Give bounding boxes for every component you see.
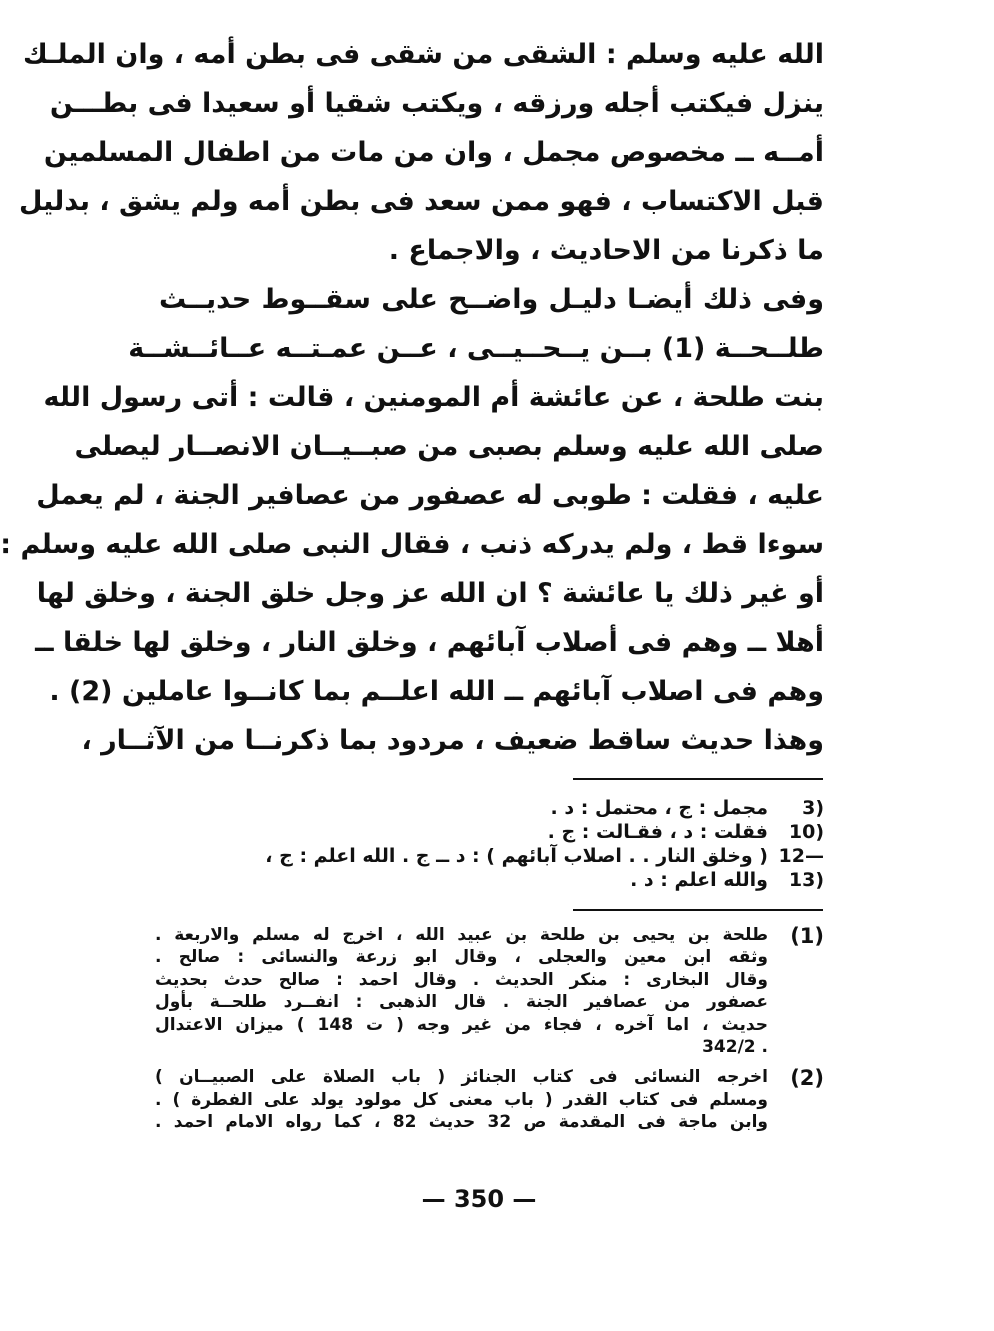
variant-note-text: ( وخلق النار . . اصلاب آبائهم ) : د ــ ج . الله اعلم : ج ،: [265, 845, 768, 867]
main-text-line: أو غير ذلك يا عائشة ؟ ان الله عز وجل خلق الجنة ، وخلق لها: [36, 578, 824, 609]
footnote-separator-rule: [573, 778, 823, 780]
variant-note-number: 10): [788, 821, 824, 843]
variant-note: [159, 820, 824, 844]
footnote: [155, 924, 824, 1058]
footnote-line: ومسلم فى كتاب القدر ( باب معنى كل مولود يولد على الفطرة ) .: [155, 1089, 768, 1110]
main-text-line: وفى ذلك أيضـا دليـل واضــح على سقــوط حديــث: [159, 284, 824, 315]
main-text-line: صلى الله عليه وسلم بصبى من صبــيــان الانصــار ليصلى: [74, 431, 824, 462]
main-text-line: وهذا حديث ساقط ضعيف ، مردود بما ذكرنــا من الآثــار ،: [81, 725, 824, 756]
main-text-line: الله عليه وسلم : الشقى من شقى فى بطن أمه ، وان الملـك: [22, 39, 824, 70]
main-text-line: ينزل فيكتب أجله ورزقه ، ويكتب شقيا أو سعيدا فى بطـــن: [49, 88, 824, 119]
variant-note: [159, 844, 824, 892]
main-text-line: أمــه ــ مخصوص مجمل ، وان من مات من اطفال المسلمين: [43, 137, 824, 168]
variant-notes: [159, 796, 824, 892]
main-text-line: سوءا قط ، ولم يدركه ذنب ، فقال النبى صلى الله عليه وسلم :: [0, 529, 824, 560]
footnote-line: وقال البخارى : منكر الحديث . وقال احمد : صالح حدث بحديث: [155, 969, 768, 990]
footnote-number: (2): [790, 1066, 824, 1091]
variant-note-text: مجمل : ج ، محتمل : د .: [550, 797, 768, 819]
variant-note-number: 3): [802, 797, 824, 819]
variant-note-number: 12—13): [778, 845, 824, 891]
footnotes: [155, 924, 824, 1142]
main-text-line: عليه ، فقلت : طوبى له عصفور من عصافير الجنة ، لم يعمل: [36, 480, 824, 511]
page-number: — 350 —: [421, 1185, 537, 1213]
main-text-line: وهم فى اصلاب آبائهم ــ الله اعلــم بما كانــوا عاملين (2) .: [49, 676, 824, 707]
footnote-number: (1): [790, 924, 824, 948]
main-text-line: طلــحــة (1) بــن يــحــيــى ، عــن عمـتــه عــائــشــة: [128, 333, 824, 364]
main-text-line: قبل الاكتساب ، فهو ممن سعد فى بطن أمه ولم يشق ، بدليل: [19, 186, 824, 217]
footnote-line: عصفور من عصافير الجنة . قال الذهبى : انفــرد طلحــة بأول: [155, 992, 768, 1013]
variant-note-text: فقلت : د ، فقـالت : ج .: [547, 821, 768, 843]
variant-note: [159, 796, 824, 820]
footnote-line: وثقه ابن معين والعجلى ، وقال ابو زرعة والنسائى : صالح .: [155, 947, 768, 968]
main-text-line: أهلا ــ وهم فى أصلاب آبائهم ، وخلق النار ، وخلق لها خلقا ــ: [35, 627, 824, 658]
main-text-line: بنت طلحة ، عن عائشة أم المومنين ، قالت : أتى رسول الله: [43, 382, 824, 413]
footnote-line: حديث ، اما آخره ، فجاء من غير وجه ( ت 148 ) ميزان الاعتدال: [155, 1014, 768, 1035]
footnote-line: . 342/2: [702, 1037, 768, 1058]
main-text-line: ما ذكرنا من الاحاديث ، والاجماع .: [388, 235, 824, 266]
footnote-line: طلحة بن يحيى بن طلحة بن عبيد الله ، اخرج له مسلم والاربعة .: [155, 925, 768, 945]
footnote-separator-rule: [573, 909, 823, 911]
footnote-line: وابن ماجة فى المقدمة ص 32 حديث 82 ، كما رواه الامام احمد .: [155, 1112, 768, 1133]
footnote-line: اخرجه النسائى فى كتاب الجنائز ( باب الصلاة على الصبيــان ): [155, 1067, 768, 1088]
main-text-block: [0, 30, 824, 765]
footnote: [155, 1066, 824, 1133]
variant-note-text: والله اعلم : د .: [630, 869, 768, 891]
